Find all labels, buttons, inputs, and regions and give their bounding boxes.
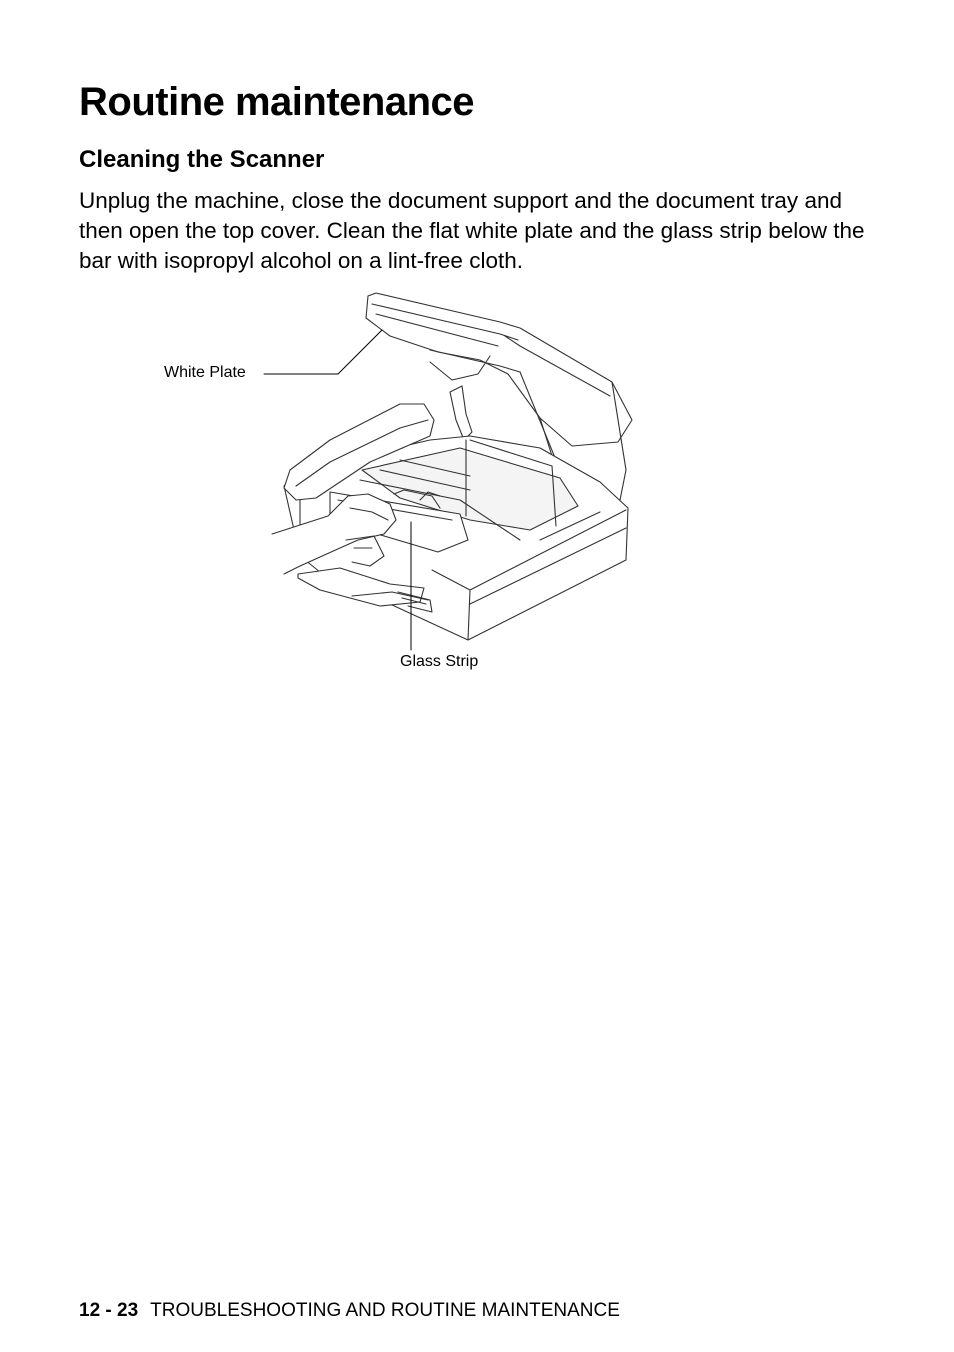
scanner-cleaning-illustration [150, 290, 650, 685]
chapter-title: TROUBLESHOOTING AND ROUTINE MAINTENANCE [150, 1300, 620, 1321]
page-number: 12 - 23 [79, 1300, 139, 1321]
page-footer [79, 1300, 620, 1322]
white-plate-label: White Plate [164, 364, 246, 381]
cover-support-arm [430, 356, 490, 440]
glass-strip-label: Glass Strip [400, 653, 479, 670]
section-heading: Cleaning the Scanner [79, 146, 325, 173]
white-plate-callout-line [264, 330, 382, 374]
page-title: Routine maintenance [79, 80, 475, 124]
instruction-paragraph: Unplug the machine, close the document support and the document tray and then open the top cover. Clean the flat white plate and the glass strip below the bar with isopropyl alcohol on a lint-free cloth. [79, 188, 865, 273]
